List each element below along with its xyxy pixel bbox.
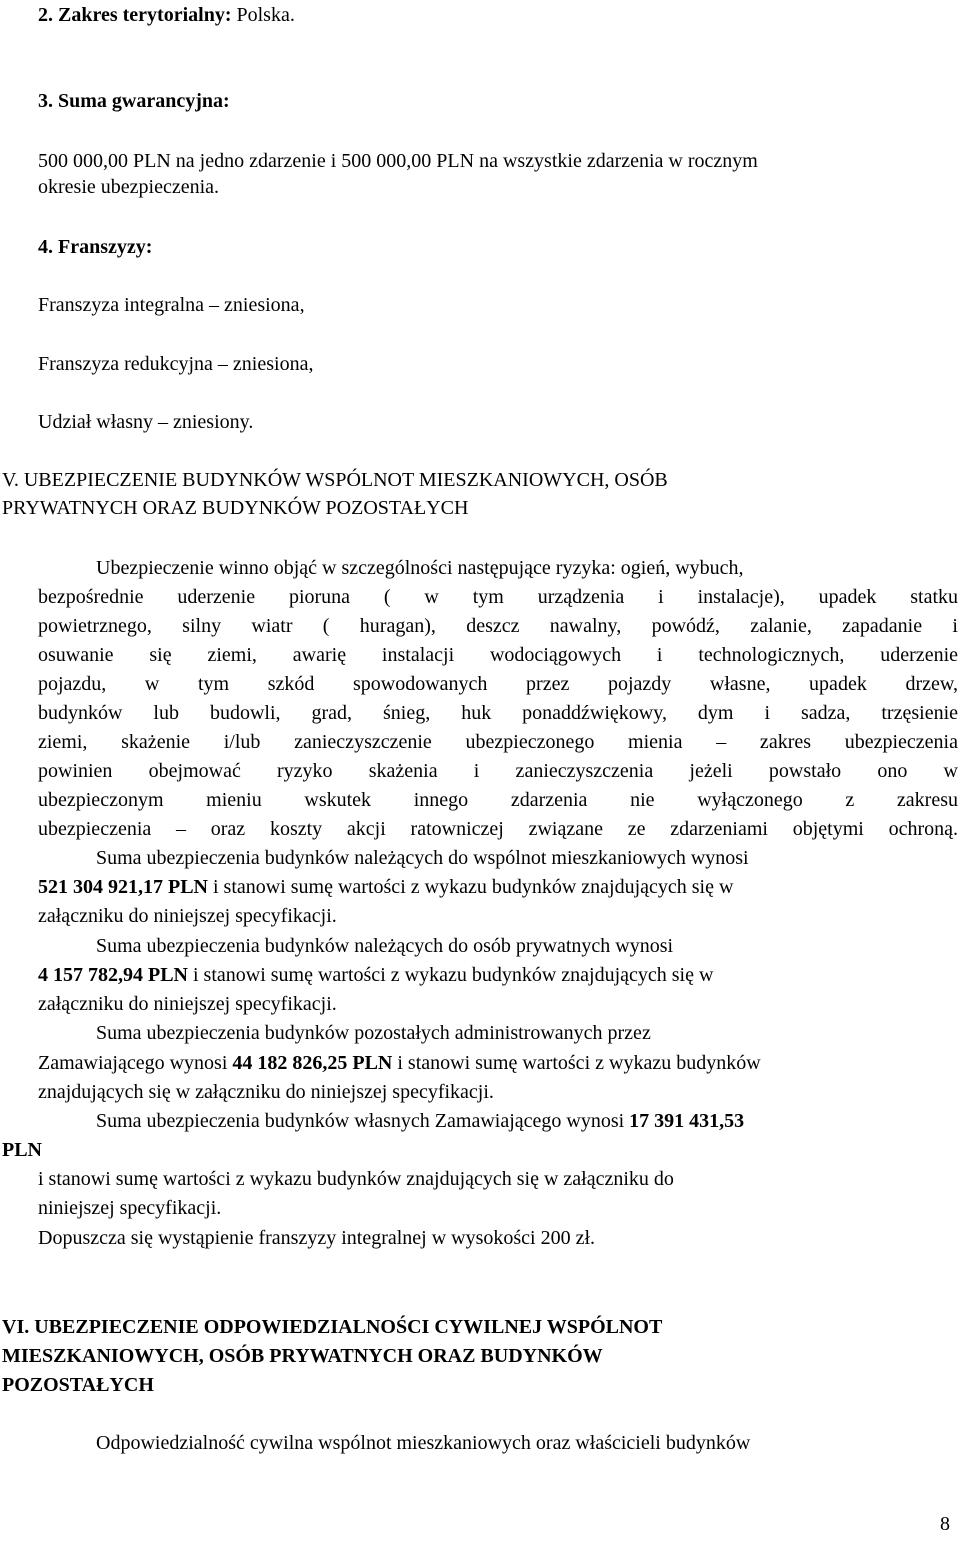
section-v-body-line: pojazdu, w tym szkód spowodowanych przez pojazdy własne, upadek drzew, bbox=[38, 673, 958, 695]
sum2-line2 bbox=[38, 962, 713, 988]
section-v-body-line: ubezpieczenia – oraz koszty akcji ratowniczej związane ze zdarzeniami objętymi ochroną. bbox=[38, 818, 958, 840]
section-v-body-line: ziemi, skażenie i/lub zanieczyszczenie ubezpieczonego mienia – zakres ubezpieczenia bbox=[38, 731, 958, 753]
text-part: na jedno zdarzenie i bbox=[170, 150, 342, 172]
amount-total: 500 000,00 PLN bbox=[341, 150, 475, 172]
guarantee-sum-text-line2: okresie ubezpieczenia. bbox=[38, 176, 220, 198]
sum4-line1 bbox=[96, 1108, 744, 1134]
sum3-line3: znajdujących się w załączniku do niniejszej specyfikacji. bbox=[38, 1081, 494, 1103]
sum3-amount: 44 182 826,25 PLN bbox=[232, 1052, 393, 1074]
sum3-line1: Suma ubezpieczenia budynków pozostałych administrowanych przez bbox=[96, 1022, 651, 1044]
sum1-line3: załączniku do niniejszej specyfikacji. bbox=[38, 905, 337, 927]
guarantee-sum-heading: 3. Suma gwarancyjna: bbox=[38, 90, 230, 112]
sum2-line3: załączniku do niniejszej specyfikacji. bbox=[38, 993, 337, 1015]
sum4-currency: PLN bbox=[2, 1139, 42, 1161]
own-share: Udział własny – zniesiony. bbox=[38, 411, 254, 433]
section-v-body-line: Ubezpieczenie winno objąć w szczególności następujące ryzyka: ogień, wybuch, bbox=[96, 557, 744, 579]
sum4-pre: Suma ubezpieczenia budynków własnych Zamawiającego wynosi bbox=[96, 1110, 630, 1132]
sum4-amount: 17 391 431,53 bbox=[629, 1110, 745, 1132]
sum2-rest: i stanowi sumę wartości z wykazu budynków znajdujących się w bbox=[188, 964, 714, 986]
sum2-amount: 4 157 782,94 PLN bbox=[38, 964, 188, 986]
section-v-body-line: bezpośrednie uderzenie pioruna ( w tym urządzenia i instalacje), upadek statku bbox=[38, 586, 958, 608]
sum3-line2 bbox=[38, 1050, 761, 1076]
sum4-line3: i stanowi sumę wartości z wykazu budynków znajdujących się w załączniku do bbox=[38, 1168, 674, 1190]
section-v-body-line: powietrznego, silny wiatr ( huragan), deszcz nawalny, powódź, zalanie, zapadanie i bbox=[38, 615, 958, 637]
page-number: 8 bbox=[940, 1513, 950, 1535]
section-v-heading-line1: V. UBEZPIECZENIE BUDYNKÓW WSPÓLNOT MIESZKANIOWYCH, OSÓB bbox=[2, 469, 668, 491]
franchise-note: Dopuszcza się wystąpienie franszyzy integralnej w wysokości 200 zł. bbox=[38, 1227, 596, 1249]
section-vi-heading-line1: VI. UBEZPIECZENIE ODPOWIEDZIALNOŚCI CYWILNEJ WSPÓLNOT bbox=[2, 1316, 663, 1338]
section-v-body-line: powinien obejmować ryzyko skażenia i zanieczyszczenia jeżeli powstało ono w bbox=[38, 760, 958, 782]
sum1-rest: i stanowi sumę wartości z wykazu budynków znajdujących się w bbox=[208, 876, 734, 898]
sum1-line1: Suma ubezpieczenia budynków należących do wspólnot mieszkaniowych wynosi bbox=[96, 847, 749, 869]
section-vi-heading-line3: POZOSTAŁYCH bbox=[2, 1374, 154, 1396]
territorial-scope-value: Polska. bbox=[231, 4, 295, 26]
guarantee-sum-text-line1 bbox=[38, 148, 758, 174]
territorial-scope bbox=[38, 2, 295, 28]
sum2-line1: Suma ubezpieczenia budynków należących do osób prywatnych wynosi bbox=[96, 935, 674, 957]
franchise-reduction: Franszyza redukcyjna – zniesiona, bbox=[38, 353, 314, 375]
franchises-heading: 4. Franszyzy: bbox=[38, 236, 153, 258]
section-vi-heading-line2: MIESZKANIOWYCH, OSÓB PRYWATNYCH ORAZ BUDYNKÓW bbox=[2, 1345, 603, 1367]
franchise-integral: Franszyza integralna – zniesiona, bbox=[38, 294, 305, 316]
sum3-pre: Zamawiającego wynosi bbox=[38, 1052, 233, 1074]
sum4-line4: niniejszej specyfikacji. bbox=[38, 1197, 222, 1219]
text-part: na wszystkie zdarzenia w rocznym bbox=[474, 150, 758, 172]
section-v-body-line: ubezpieczonym mieniu wskutek innego zdarzenia nie wyłączonego z zakresu bbox=[38, 789, 958, 811]
amount-single: 500 000,00 PLN bbox=[38, 150, 171, 172]
section-vi-body-line1: Odpowiedzialność cywilna wspólnot mieszkaniowych oraz właścicieli budynków bbox=[96, 1432, 751, 1454]
section-v-body-line: budynków lub budowli, grad, śnieg, huk ponaddźwiękowy, dym i sadza, trzęsienie bbox=[38, 702, 958, 724]
section-v-body-line: osuwanie się ziemi, awarię instalacji wodociągowych i technologicznych, uderzenie bbox=[38, 644, 958, 666]
sum1-amount: 521 304 921,17 PLN bbox=[38, 876, 208, 898]
sum3-rest: i stanowi sumę wartości z wykazu budynków bbox=[392, 1052, 761, 1074]
territorial-scope-label: 2. Zakres terytorialny: bbox=[38, 4, 232, 26]
sum1-line2 bbox=[38, 874, 733, 900]
section-v-heading-line2: PRYWATNYCH ORAZ BUDYNKÓW POZOSTAŁYCH bbox=[2, 497, 469, 519]
